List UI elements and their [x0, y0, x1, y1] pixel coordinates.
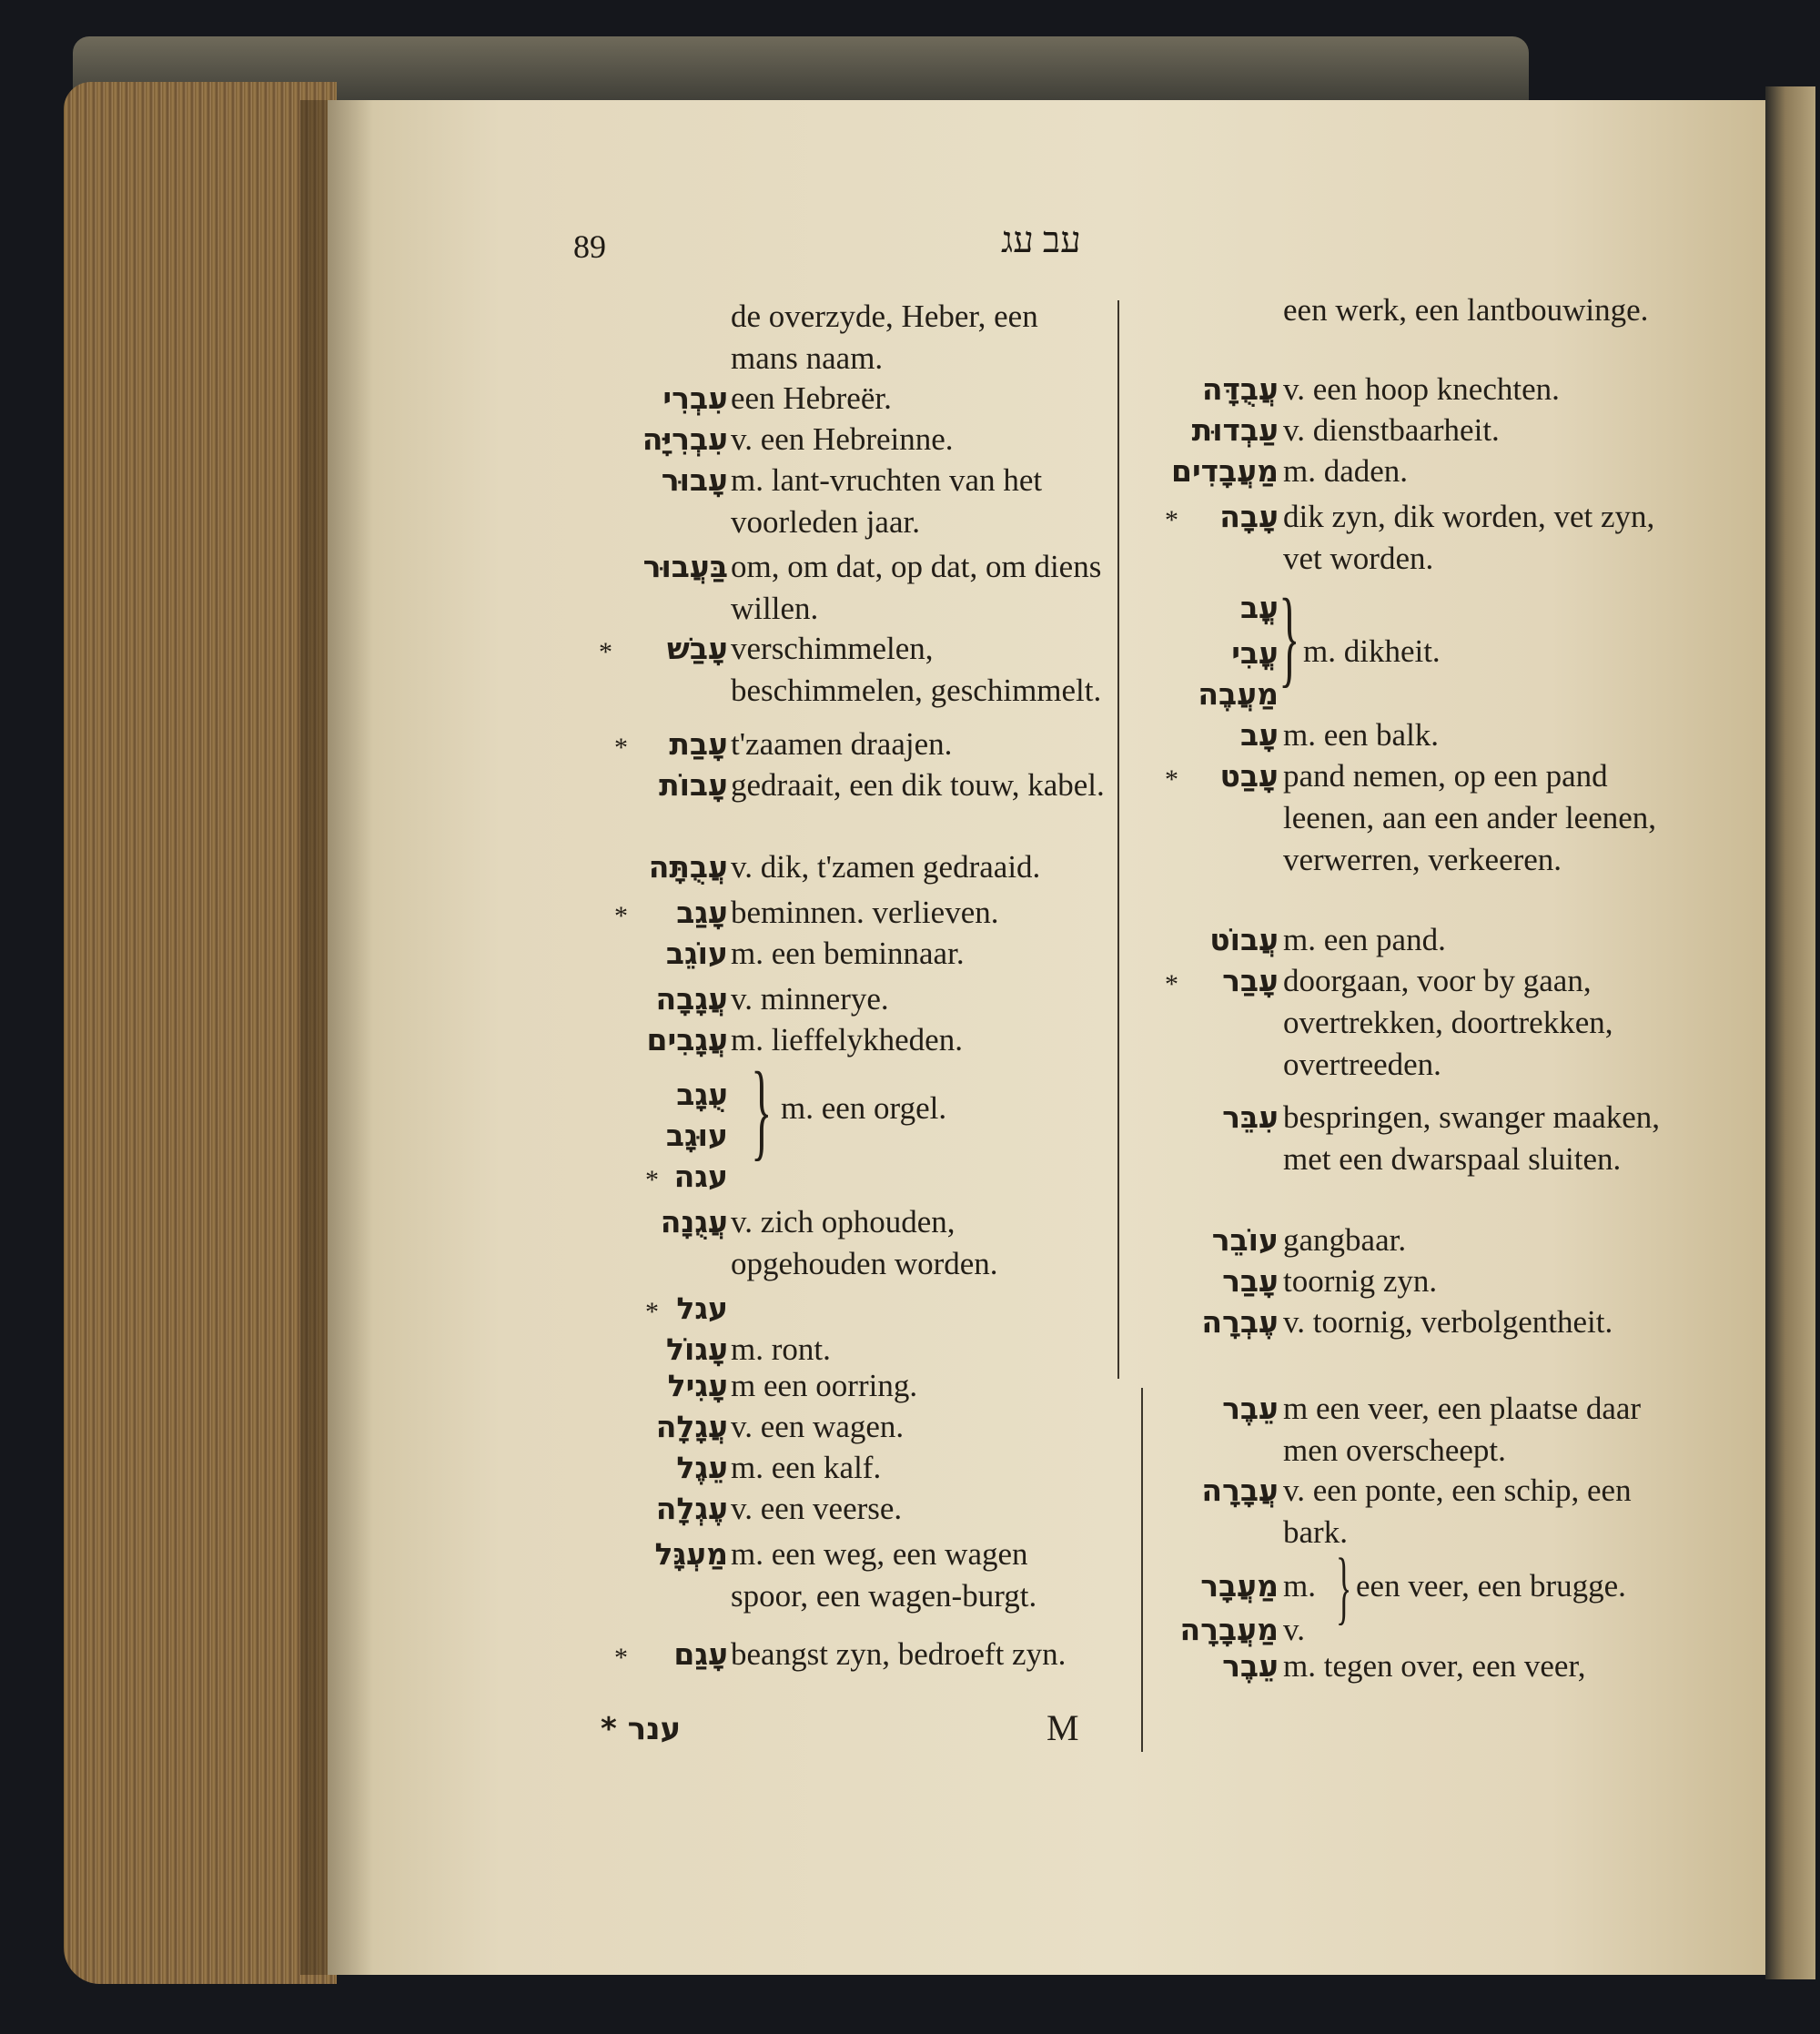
left-definition: m. een beminnaar. — [731, 936, 965, 971]
column-divider-bottom — [1141, 1388, 1143, 1752]
right-definition: v. dienstbaarheit. — [1283, 412, 1500, 448]
right-definition: doorgaan, voor by gaan, overtrekken, doortrekken, overtreeden. — [1283, 963, 1613, 1082]
right-definition: dik zyn, dik worden, vet zyn, vet worden. — [1283, 499, 1655, 576]
right-definition: v. toornig, verbolgentheit. — [1283, 1304, 1613, 1340]
left-hebrew-headword: בַּעֲבוּר — [642, 549, 728, 584]
left-root-asterisk: * — [645, 1165, 659, 1195]
right-brace2-gender2: v. — [1283, 1612, 1305, 1647]
left-hebrew-headword: עִבְרִיָּה — [642, 421, 728, 457]
left-brace: } — [751, 1049, 773, 1170]
left-definition: v. zich ophouden, opgehouden worden. — [731, 1204, 998, 1281]
left-root-asterisk: * — [614, 733, 628, 763]
page-number: 89 — [573, 228, 606, 265]
right-root-asterisk: * — [1165, 764, 1178, 794]
left-definition: v. een Hebreinne. — [731, 421, 954, 457]
left-definition: verschimmelen, beschimmelen, geschimmelt. — [731, 631, 1102, 708]
left-root-asterisk: * — [614, 1643, 628, 1673]
left-brace-definition: m. een orgel. — [781, 1090, 947, 1126]
right-brace2-gender1: m. — [1283, 1568, 1316, 1604]
left-hebrew-headword: עִבְרִי — [662, 380, 728, 416]
left-definition: m. lant-vruchten van het voorleden jaar. — [731, 462, 1043, 540]
left-hebrew-headword: עֲגֻנָה — [660, 1204, 728, 1240]
left-definition: v. dik, t'zamen gedraaid. — [731, 849, 1041, 885]
right-hebrew-headword: עוֹבֵר — [1211, 1222, 1279, 1258]
left-definition: m. ront. — [731, 1331, 831, 1367]
left-definition: v. minnerye. — [731, 981, 889, 1017]
right-hebrew-headword: עֲבוֹט — [1209, 922, 1279, 957]
right-hebrew-headword: עֵבֶר — [1222, 1648, 1279, 1684]
left-hebrew-headword: עָבַת — [669, 726, 728, 762]
right-definition: m. tegen over, een veer, — [1283, 1648, 1586, 1684]
left-hebrew-headword: עָבַשׁ — [666, 631, 728, 666]
right-definition: m. een pand. — [1283, 922, 1446, 957]
left-root-asterisk: * — [645, 1297, 659, 1327]
right-brace2: } — [1335, 1543, 1352, 1633]
right-hebrew-headword: עֶבְרָה — [1201, 1304, 1279, 1340]
right-definition: bespringen, swanger maaken, met een dwarspaal sluiten. — [1283, 1099, 1661, 1177]
right-hebrew-headword: מַעֲבָדִים — [1170, 453, 1279, 489]
right-hebrew-headword: עָבַר — [1222, 963, 1279, 998]
right-hebrew-headword: מַעֲבֶה — [1198, 676, 1279, 712]
left-hebrew-headword: עוֹגֵב — [665, 936, 728, 971]
right-hebrew-headword: עַבְדוּת — [1191, 412, 1279, 448]
right-brace: } — [1279, 576, 1300, 697]
left-hebrew-headword: עֲגָבָה — [655, 981, 728, 1017]
left-definition: om, om dat, op dat, om diens willen. — [731, 549, 1102, 626]
right-hebrew-headword: עֲבֻדָּה — [1201, 371, 1279, 407]
right-hebrew-headword: עֳב — [1239, 590, 1279, 625]
left-hebrew-headword: עֲגָלָה — [655, 1409, 728, 1444]
left-definition: beminnen. verlieven. — [731, 895, 999, 930]
signature-mark: M — [1046, 1707, 1079, 1748]
facing-page-edge — [1765, 86, 1815, 1979]
left-definition: m. een kalf. — [731, 1450, 882, 1485]
right-definition: m. daden. — [1283, 453, 1409, 489]
right-root-asterisk: * — [1165, 969, 1178, 999]
right-hebrew-headword: עֳבִי — [1231, 635, 1279, 671]
right-hebrew-headword: עָב — [1239, 717, 1279, 753]
left-definition: de overzyde, Heber, een mans naam. — [731, 299, 1038, 376]
right-definition: m. een balk. — [1283, 717, 1440, 753]
left-hebrew-headword: עֲבֻתָּה — [648, 849, 728, 885]
left-hebrew-headword: עגה — [673, 1159, 728, 1194]
gutter-shadow — [300, 100, 373, 1975]
left-hebrew-headword: עָבוּר — [661, 462, 728, 498]
left-definition: v. een veerse. — [731, 1491, 903, 1526]
right-definition: toornig zyn. — [1283, 1263, 1438, 1299]
left-hebrew-headword: עגל — [676, 1290, 728, 1326]
right-hebrew-headword: מַעֲבָרָה — [1179, 1612, 1279, 1647]
right-hebrew-headword: עָבַר — [1222, 1263, 1279, 1299]
right-definition: een werk, een lantbouwinge. — [1283, 292, 1649, 328]
left-definition: v. een wagen. — [731, 1409, 905, 1444]
left-definition: een Hebreër. — [731, 380, 892, 416]
left-hebrew-headword: עֵגֶל — [676, 1450, 728, 1485]
left-definition: gedraait, een dik touw, kabel. — [731, 767, 1105, 803]
left-hebrew-headword: עֶגְלָה — [655, 1491, 728, 1526]
left-hebrew-headword: עֲגָבִים — [646, 1022, 728, 1057]
right-definition: gangbaar. — [1283, 1222, 1407, 1258]
right-hebrew-headword: עִבֵּר — [1222, 1099, 1279, 1135]
left-hebrew-headword: עָבוֹת — [659, 767, 728, 803]
left-definition: m een oorring. — [731, 1368, 918, 1403]
left-definition: m. lieffelykheden. — [731, 1022, 963, 1057]
right-hebrew-headword: עֵבֶר — [1222, 1391, 1279, 1426]
right-hebrew-headword: עֲבָרָה — [1201, 1472, 1279, 1508]
left-hebrew-headword: מַעְגָּל — [654, 1536, 728, 1572]
left-hebrew-headword: עָגוֹל — [666, 1331, 728, 1367]
catchword: ענר * — [601, 1711, 682, 1747]
left-definition: beangst zyn, bedroeft zyn. — [731, 1636, 1067, 1672]
left-hebrew-headword: עֻגָב — [676, 1077, 728, 1112]
right-brace2-definition: een veer, een brugge. — [1356, 1568, 1626, 1604]
left-definition: t'zaamen draajen. — [731, 726, 953, 762]
right-hebrew-headword: מַעֲבָר — [1200, 1568, 1279, 1604]
left-definition: m. een weg, een wagen spoor, een wagen-burgt. — [731, 1536, 1037, 1614]
right-definition: m een veer, een plaatse daar men overscheept. — [1283, 1391, 1642, 1468]
right-definition: pand nemen, op een pand leenen, aan een ander leenen, verwerren, verkeeren. — [1283, 758, 1657, 877]
right-hebrew-headword: עָבַט — [1219, 758, 1279, 794]
right-root-asterisk: * — [1165, 505, 1178, 535]
right-definition: v. een ponte, een schip, een bark. — [1283, 1472, 1632, 1550]
left-hebrew-headword: עָגַב — [676, 895, 728, 930]
right-brace-definition: m. dikheit. — [1303, 633, 1441, 669]
left-hebrew-headword: עוּגָב — [665, 1118, 728, 1153]
page-edges — [64, 82, 337, 1984]
left-hebrew-headword: עָגִיל — [667, 1368, 728, 1403]
running-head: עב עג — [1001, 219, 1081, 260]
left-hebrew-headword: עָגַם — [673, 1636, 728, 1672]
right-hebrew-headword: עָבָה — [1219, 499, 1279, 534]
column-divider-top — [1117, 300, 1119, 1379]
right-definition: v. een hoop knechten. — [1283, 371, 1560, 407]
left-root-asterisk: * — [599, 637, 612, 667]
left-root-asterisk: * — [614, 901, 628, 931]
